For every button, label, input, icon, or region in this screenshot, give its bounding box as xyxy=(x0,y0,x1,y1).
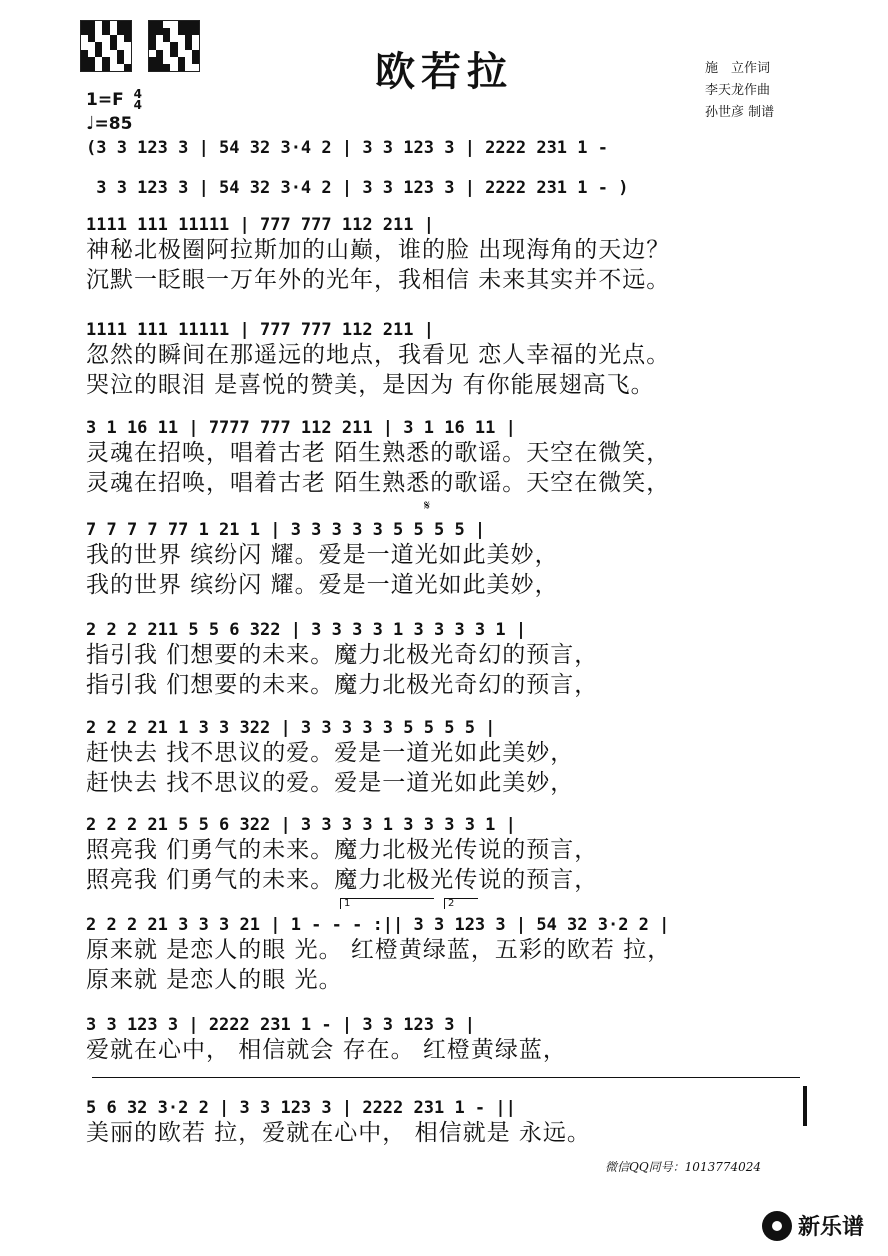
notation-line: 3 1 16 11 | 7777 777 112 211 | 3 1 16 11 | xyxy=(86,418,516,438)
final-barline xyxy=(803,1086,807,1126)
quarter-note-icon: ♩ xyxy=(86,113,95,134)
segno-icon: 𝄋 xyxy=(424,498,431,514)
notation-line: 3 3 123 3 | 2222 231 1 - | 3 3 123 3 | xyxy=(86,1015,475,1035)
credits xyxy=(705,58,774,124)
logo-text: 新乐谱 xyxy=(798,1215,865,1240)
notation-line: (3 3 123 3 | 54 32 3·4 2 | 3 3 123 3 | 2222 231 1 - xyxy=(86,138,608,158)
site-logo xyxy=(762,1210,864,1241)
score-row-3 xyxy=(86,205,812,295)
lyric-line-1: 照亮我 们勇气的未来。魔力北极光传说的预言， xyxy=(86,837,599,863)
score-row-11 xyxy=(86,1005,812,1065)
notation-line: 2 2 2 21 1 3 3 322 | 3 3 3 3 3 5 5 5 5 | xyxy=(86,718,496,738)
lyric-line-1: 原来就 是恋人的眼 光。 红橙黄绿蓝，五彩的欧若 拉， xyxy=(86,937,672,963)
notation-line: 1111 111 11111 | 777 777 112 211 | xyxy=(86,320,434,340)
score-row-4 xyxy=(86,310,812,400)
score-row-5 xyxy=(86,408,812,498)
notation-line: 2 2 2 211 5 5 6 322 | 3 3 3 3 1 3 3 3 3 1 | xyxy=(86,620,527,640)
notation-line: 7 7 7 7 77 1 21 1 | 3 3 3 3 3 5 5 5 5 | xyxy=(86,520,486,540)
score-row-10 xyxy=(86,905,812,995)
lyric-line-2: 照亮我 们勇气的未来。魔力北极光传说的预言， xyxy=(86,867,599,893)
lyric-line-1: 赶快去 找不思议的爱。爱是一道光如此美妙， xyxy=(86,740,575,766)
notation-line: 5 6 32 3·2 2 | 3 3 123 3 | 2222 231 1 - || xyxy=(86,1098,516,1118)
notation-line: 2 2 2 21 3 3 3 21 | 1 - - - :|| 3 3 123 3 | 54 32 3·2 2 | xyxy=(86,915,670,935)
lyric-line-1: 灵魂在招唤，唱着古老 陌生熟悉的歌谣。天空在微笑， xyxy=(86,440,671,466)
lyric-line-1: 爱就在心中， 相信就会 存在。 红橙黄绿蓝， xyxy=(86,1037,567,1063)
lyricist-credit: 施 立作词 xyxy=(705,61,771,76)
notation-line: 3 3 123 3 | 54 32 3·4 2 | 3 3 123 3 | 2222 231 1 - ) xyxy=(86,178,629,198)
lyric-line-2: 指引我 们想要的未来。魔力北极光奇幻的预言， xyxy=(86,672,599,698)
score-row-6 xyxy=(86,510,812,600)
lyric-line-2: 沉默一眨眼一万年外的光年，我相信 未来其实并不远。 xyxy=(86,267,671,293)
song-title: 欧若拉 xyxy=(375,48,513,95)
notation-line: 2 2 2 21 5 5 6 322 | 3 3 3 3 1 3 3 3 3 1 | xyxy=(86,815,516,835)
score-row-8 xyxy=(86,708,812,798)
score-row-9 xyxy=(86,805,812,895)
lyric-line-1: 忽然的瞬间在那遥远的地点，我看见 恋人幸福的光点。 xyxy=(86,342,671,368)
composer-credit: 李天龙作曲 xyxy=(705,83,771,98)
notation-line: 1111 111 11111 | 777 777 112 211 | xyxy=(86,215,434,235)
volta-second-ending: 2 xyxy=(444,898,478,909)
lyric-line-1: 指引我 们想要的未来。魔力北极光奇幻的预言， xyxy=(86,642,599,668)
key-signature: 1=F xyxy=(86,90,124,110)
lyric-line-2: 原来就 是恋人的眼 光。 xyxy=(86,967,343,993)
score-row-2 xyxy=(86,168,812,198)
lyric-line-2: 灵魂在招唤，唱着古老 陌生熟悉的歌谣。天空在微笑， xyxy=(86,470,671,496)
contact-text: 微信QQ同号：1013774024 xyxy=(605,1160,762,1174)
lyric-line-2: 赶快去 找不思议的爱。爱是一道光如此美妙， xyxy=(86,770,575,796)
lyric-line-2: 哭泣的眼泪 是喜悦的赞美，是因为 有你能展翅高飞。 xyxy=(86,372,655,398)
arranger-credit: 孙世彦 制谱 xyxy=(705,105,775,120)
time-signature: 4 4 xyxy=(133,87,142,112)
system-bracket-line xyxy=(92,1077,800,1078)
score-row-1 xyxy=(86,128,812,158)
volta-first-ending: 1 xyxy=(340,898,434,909)
lyric-line-1: 我的世界 缤纷闪 耀。爱是一道光如此美妙， xyxy=(86,542,559,568)
lyric-line-1: 美丽的欧若 拉，爱就在心中， 相信就是 永远。 xyxy=(86,1120,591,1146)
lyric-line-2: 我的世界 缤纷闪 耀。爱是一道光如此美妙， xyxy=(86,572,559,598)
score-row-7 xyxy=(86,610,812,700)
score-row-12 xyxy=(86,1088,812,1148)
record-disc-icon xyxy=(762,1211,792,1241)
tempo-value: =85 xyxy=(94,114,133,134)
lyric-line-1: 神秘北极圈阿拉斯加的山巅，谁的脸 出现海角的天边？ xyxy=(86,237,671,263)
